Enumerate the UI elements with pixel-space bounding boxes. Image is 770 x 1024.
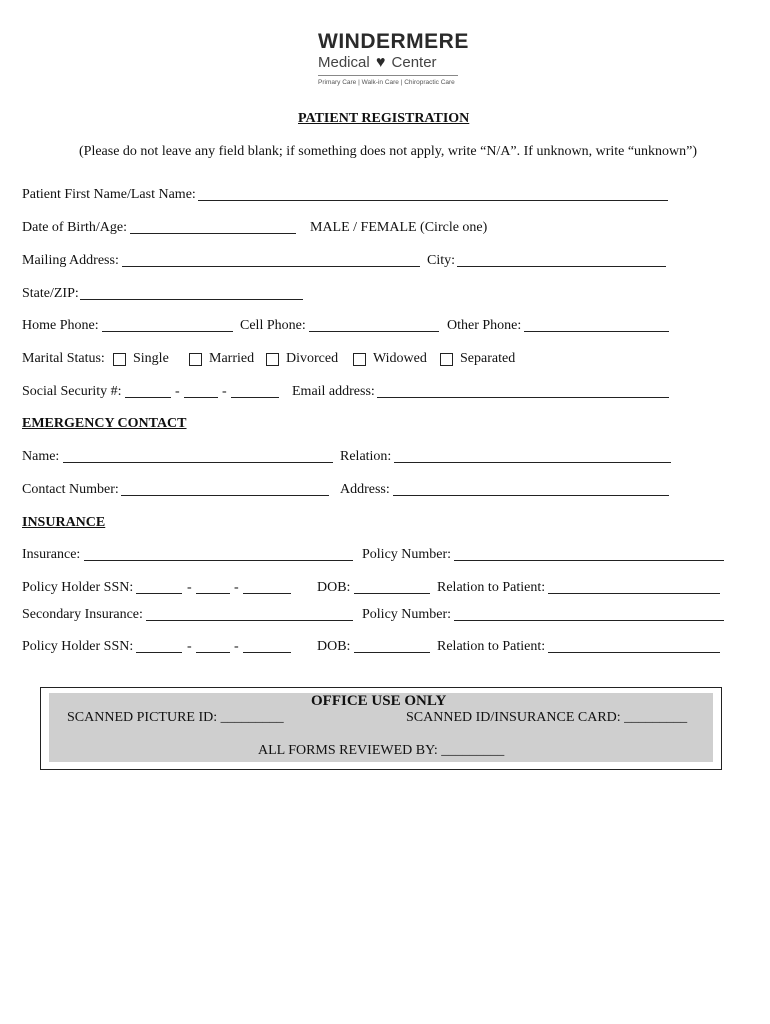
scanned-id-insurance-card[interactable]: SCANNED ID/INSURANCE CARD: _________: [406, 710, 688, 725]
email-field[interactable]: [377, 397, 669, 398]
insurance-heading: INSURANCE: [22, 515, 106, 530]
policy-number-label: Policy Number:: [362, 547, 452, 562]
emergency-name-field[interactable]: [63, 462, 333, 463]
ssn-dash-2: -: [222, 384, 227, 399]
office-use-box: [40, 687, 722, 770]
policy-holder-ssn-label: Policy Holder SSN:: [22, 580, 134, 595]
married-checkbox[interactable]: [189, 353, 202, 366]
ssn-part3-field[interactable]: [231, 397, 279, 398]
holder-ssn-part3-field[interactable]: [243, 593, 291, 594]
ssn-part2-field[interactable]: [184, 397, 218, 398]
holder-dob-field[interactable]: [354, 593, 430, 594]
relation-to-patient-2-label: Relation to Patient:: [437, 639, 546, 654]
home-phone-label: Home Phone:: [22, 318, 99, 333]
cell-phone-label: Cell Phone:: [240, 318, 306, 333]
dob-age-label: Date of Birth/Age:: [22, 220, 127, 235]
policy-number-2-label: Policy Number:: [362, 607, 452, 622]
holder-ssn2-dash-1: -: [187, 639, 192, 654]
gender-label[interactable]: MALE / FEMALE (Circle one): [310, 220, 488, 235]
ssn-part1-field[interactable]: [125, 397, 171, 398]
emergency-name-label: Name:: [22, 449, 60, 464]
ssn-dash-1: -: [175, 384, 180, 399]
emergency-relation-field[interactable]: [394, 462, 671, 463]
insurance-label: Insurance:: [22, 547, 81, 562]
logo-name: WINDERMERE: [318, 30, 469, 53]
separated-label: Separated: [460, 351, 516, 366]
cell-phone-field[interactable]: [309, 331, 439, 332]
emergency-contact-heading: EMERGENCY CONTACT: [22, 416, 187, 431]
holder-ssn2-part1-field[interactable]: [136, 652, 182, 653]
all-forms-reviewed-by[interactable]: ALL FORMS REVIEWED BY: _________: [258, 743, 505, 758]
state-zip-label: State/ZIP:: [22, 286, 79, 301]
policy-holder-ssn-2-label: Policy Holder SSN:: [22, 639, 134, 654]
holder-dob-label: DOB:: [317, 580, 351, 595]
office-use-heading: OFFICE USE ONLY: [311, 693, 447, 709]
married-label: Married: [209, 351, 255, 366]
holder-ssn-part2-field[interactable]: [196, 593, 230, 594]
relation-to-patient-2-field[interactable]: [548, 652, 720, 653]
holder-ssn2-dash-2: -: [234, 639, 239, 654]
emergency-contact-number-label: Contact Number:: [22, 482, 119, 497]
logo-center: Center: [391, 54, 437, 71]
relation-to-patient-field[interactable]: [548, 593, 720, 594]
emergency-address-label: Address:: [340, 482, 390, 497]
form-title: PATIENT REGISTRATION: [298, 111, 470, 126]
widowed-checkbox[interactable]: [353, 353, 366, 366]
dob-age-field[interactable]: [130, 233, 296, 234]
holder-ssn-part1-field[interactable]: [136, 593, 182, 594]
single-checkbox[interactable]: [113, 353, 126, 366]
divorced-checkbox[interactable]: [266, 353, 279, 366]
insurance-field[interactable]: [84, 560, 353, 561]
logo-divider: [318, 75, 458, 76]
logo-services: Primary Care | Walk-in Care | Chiropractic Care: [318, 79, 455, 86]
heart-people-icon: ♥: [375, 54, 386, 71]
emergency-contact-number-field[interactable]: [121, 495, 329, 496]
office-use-panel: [49, 693, 713, 762]
ssn-label: Social Security #:: [22, 384, 122, 399]
logo-medical: Medical: [318, 54, 370, 71]
scanned-picture-id[interactable]: SCANNED PICTURE ID: _________: [67, 710, 284, 725]
email-label: Email address:: [292, 384, 375, 399]
holder-dob-2-label: DOB:: [317, 639, 351, 654]
mailing-address-label: Mailing Address:: [22, 253, 119, 268]
holder-ssn-dash-1: -: [187, 580, 192, 595]
state-zip-field[interactable]: [80, 299, 303, 300]
home-phone-field[interactable]: [102, 331, 233, 332]
divorced-label: Divorced: [286, 351, 339, 366]
holder-ssn-dash-2: -: [234, 580, 239, 595]
emergency-relation-label: Relation:: [340, 449, 392, 464]
first-last-name-label: Patient First Name/Last Name:: [22, 187, 196, 202]
widowed-label: Widowed: [373, 351, 427, 366]
holder-dob-2-field[interactable]: [354, 652, 430, 653]
city-field[interactable]: [457, 266, 666, 267]
other-phone-label: Other Phone:: [447, 318, 522, 333]
relation-to-patient-label: Relation to Patient:: [437, 580, 546, 595]
policy-number-field[interactable]: [454, 560, 724, 561]
city-label: City:: [427, 253, 456, 268]
marital-status-label: Marital Status:: [22, 351, 105, 366]
first-last-name-field[interactable]: [198, 200, 668, 201]
single-label: Single: [133, 351, 169, 366]
mailing-address-field[interactable]: [122, 266, 420, 267]
clinic-logo: [318, 30, 468, 86]
other-phone-field[interactable]: [524, 331, 669, 332]
form-instructions: (Please do not leave any field blank; if something does not apply, write “N/A”. If unknown, write “unknown”): [79, 144, 698, 159]
emergency-address-field[interactable]: [393, 495, 669, 496]
secondary-insurance-field[interactable]: [146, 620, 353, 621]
policy-number-2-field[interactable]: [454, 620, 724, 621]
holder-ssn2-part3-field[interactable]: [243, 652, 291, 653]
secondary-insurance-label: Secondary Insurance:: [22, 607, 143, 622]
separated-checkbox[interactable]: [440, 353, 453, 366]
holder-ssn2-part2-field[interactable]: [196, 652, 230, 653]
